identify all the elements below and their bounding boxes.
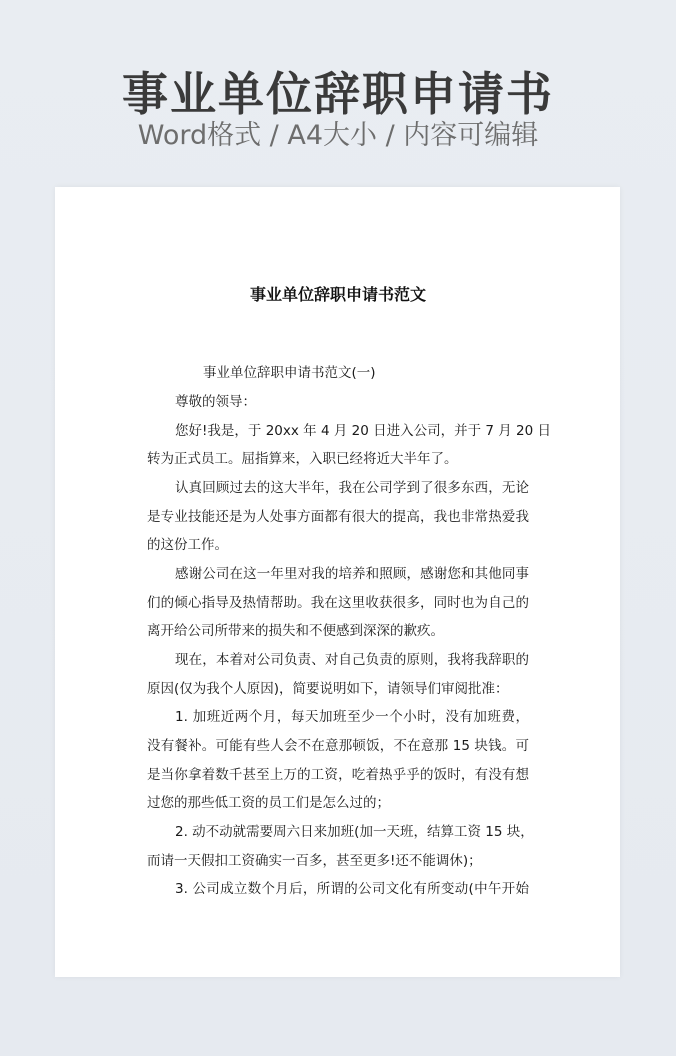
list-item-line: 是当你拿着数千甚至上万的工资，吃着热乎乎的饭时，有没有想: [147, 767, 529, 783]
paragraph-line: 转为正式员工。屈指算来，入职已经将近大半年了。: [147, 451, 458, 467]
section-heading: 事业单位辞职申请书范文(一): [203, 365, 376, 381]
paragraph-line: 现在，本着对公司负责、对自己负责的原则，我将我辞职的: [175, 652, 529, 668]
banner-title: 事业单位辞职申请书: [122, 67, 554, 121]
list-item-line: 3. 公司成立数个月后，所谓的公司文化有所变动(中午开始: [175, 881, 529, 897]
paragraph-line: 原因(仅为我个人原因)，简要说明如下，请领导们审阅批准：: [147, 681, 509, 697]
list-item-line: 过您的那些低工资的员工们是怎么过的；: [147, 795, 390, 811]
paragraph-line: 们的倾心指导及热情帮助。我在这里收获很多，同时也为自己的: [147, 595, 529, 611]
paragraph-line: 认真回顾过去的这大半年，我在公司学到了很多东西，无论: [175, 480, 529, 496]
paragraph-line: 的这份工作。: [147, 537, 228, 553]
salutation: 尊敬的领导：: [175, 394, 256, 410]
list-item-line: 2. 动不动就需要周六日来加班(加一天班，结算工资 15 块，: [175, 824, 534, 840]
paragraph-line: 您好!我是，于 20xx 年 4 月 20 日进入公司，并于 7 月 20 日: [175, 423, 552, 439]
banner-subtitle: Word格式 / A4大小 / 内容可编辑: [137, 120, 539, 151]
paragraph-line: 离开给公司所带来的损失和不便感到深深的歉疚。: [147, 623, 444, 639]
document-title: 事业单位辞职申请书范文: [249, 285, 426, 304]
list-item-line: 而请一天假扣工资确实一百多，甚至更多!还不能调休)；: [147, 853, 482, 869]
paragraph-line: 感谢公司在这一年里对我的培养和照顾，感谢您和其他同事: [175, 566, 529, 582]
list-item-line: 1. 加班近两个月，每天加班至少一个小时，没有加班费，: [175, 709, 529, 725]
paragraph-line: 是专业技能还是为人处事方面都有很大的提高，我也非常热爱我: [147, 509, 529, 525]
list-item-line: 没有餐补。可能有些人会不在意那顿饭，不在意那 15 块钱。可: [147, 738, 529, 754]
